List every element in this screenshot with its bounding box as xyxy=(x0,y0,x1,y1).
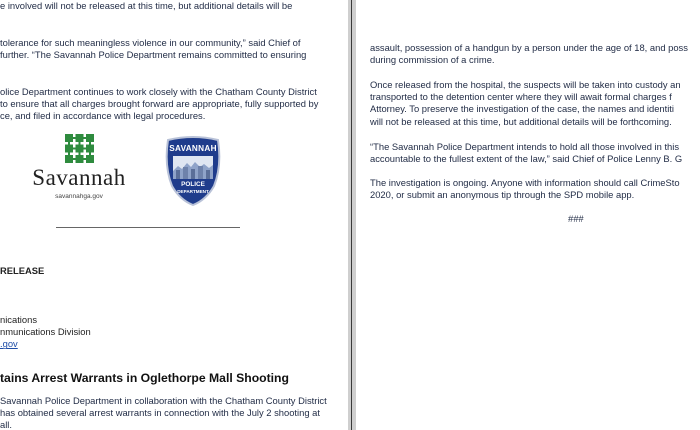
text-line: transported to the detention center where they will await formal charges f xyxy=(370,91,672,103)
text-line: during commission of a crime. xyxy=(370,54,495,66)
text-line: olice Department continues to work closely with the Chatham County District xyxy=(0,86,317,97)
grid-icon xyxy=(65,134,94,163)
text-line: Attorney. To preserve the investigation of the case, the names and identiti xyxy=(370,103,674,115)
badge-line: POLICE xyxy=(181,181,205,188)
text-line: tolerance for such meaningless violence in our community,” said Chief of xyxy=(0,37,301,48)
text-line: The investigation is ongoing. Anyone with information should call CrimeSto xyxy=(370,177,680,188)
badge-line: DEPARTMENT xyxy=(177,189,209,194)
horizontal-divider xyxy=(56,227,240,228)
text-line: to ensure that all charges brought forward are appropriate, fully supported by xyxy=(0,98,319,110)
paragraph-crimestoppers xyxy=(370,177,680,201)
text-line: all. xyxy=(0,419,12,430)
paragraph-custody xyxy=(370,79,681,128)
paragraph-charges xyxy=(370,42,688,66)
text-line: Savannah Police Department in collaboration with the Chatham County District xyxy=(0,395,327,406)
contact-email-link[interactable]: .gov xyxy=(0,338,18,350)
text-line: will not be released at this time, but additional details will be forthcoming. xyxy=(370,115,672,127)
paragraph-chief-statement xyxy=(370,141,682,165)
savannah-wordmark: Savannah xyxy=(32,165,126,190)
city-of-savannah-logo xyxy=(20,134,138,204)
savannah-police-badge xyxy=(162,136,224,206)
text-line: Once released from the hospital, the suspects will be taken into custody an xyxy=(370,79,681,90)
paragraph-arrest-warrants xyxy=(0,395,327,430)
city-website-text: savannahga.gov xyxy=(55,193,103,200)
text-line: e involved will not be released at this time, but additional details will be xyxy=(0,0,293,11)
text-line: assault, possession of a handgun by a person under the age of 18, and poss xyxy=(370,42,688,53)
press-release-headline: tains Arrest Warrants in Oglethorpe Mall Shooting xyxy=(0,371,289,385)
right-document-page xyxy=(356,0,700,430)
release-label: RELEASE xyxy=(0,265,45,276)
end-of-release-mark: ### xyxy=(568,213,584,224)
text-line: further. “The Savannah Police Department remains committed to ensuring xyxy=(0,49,307,61)
badge-subtitle-text xyxy=(162,181,224,195)
text-line: ce, and filed in accordance with legal procedures. xyxy=(0,110,206,122)
left-document-page xyxy=(0,0,348,430)
text-line: accountable to the fullest extent of the law,” said Chief of Police Lenny B. G xyxy=(370,153,683,165)
contact-line: nications xyxy=(0,314,38,325)
paragraph-chief-quote xyxy=(0,37,306,61)
paragraph-details-fragment xyxy=(0,0,292,12)
badge-title-text: SAVANNAH xyxy=(169,144,217,153)
text-line: has obtained several arrest warrants in connection with the July 2 shooting at xyxy=(0,407,320,419)
contact-block xyxy=(0,314,91,351)
text-line: 2020, or submit an anonymous tip through the SPD mobile app. xyxy=(370,189,635,201)
page-gap xyxy=(348,0,356,430)
page-separator-line xyxy=(351,0,352,430)
contact-line: nmunications Division xyxy=(0,326,91,338)
text-line: “The Savannah Police Department intends to hold all those involved in this xyxy=(370,141,680,152)
paragraph-district-attorney xyxy=(0,86,318,123)
